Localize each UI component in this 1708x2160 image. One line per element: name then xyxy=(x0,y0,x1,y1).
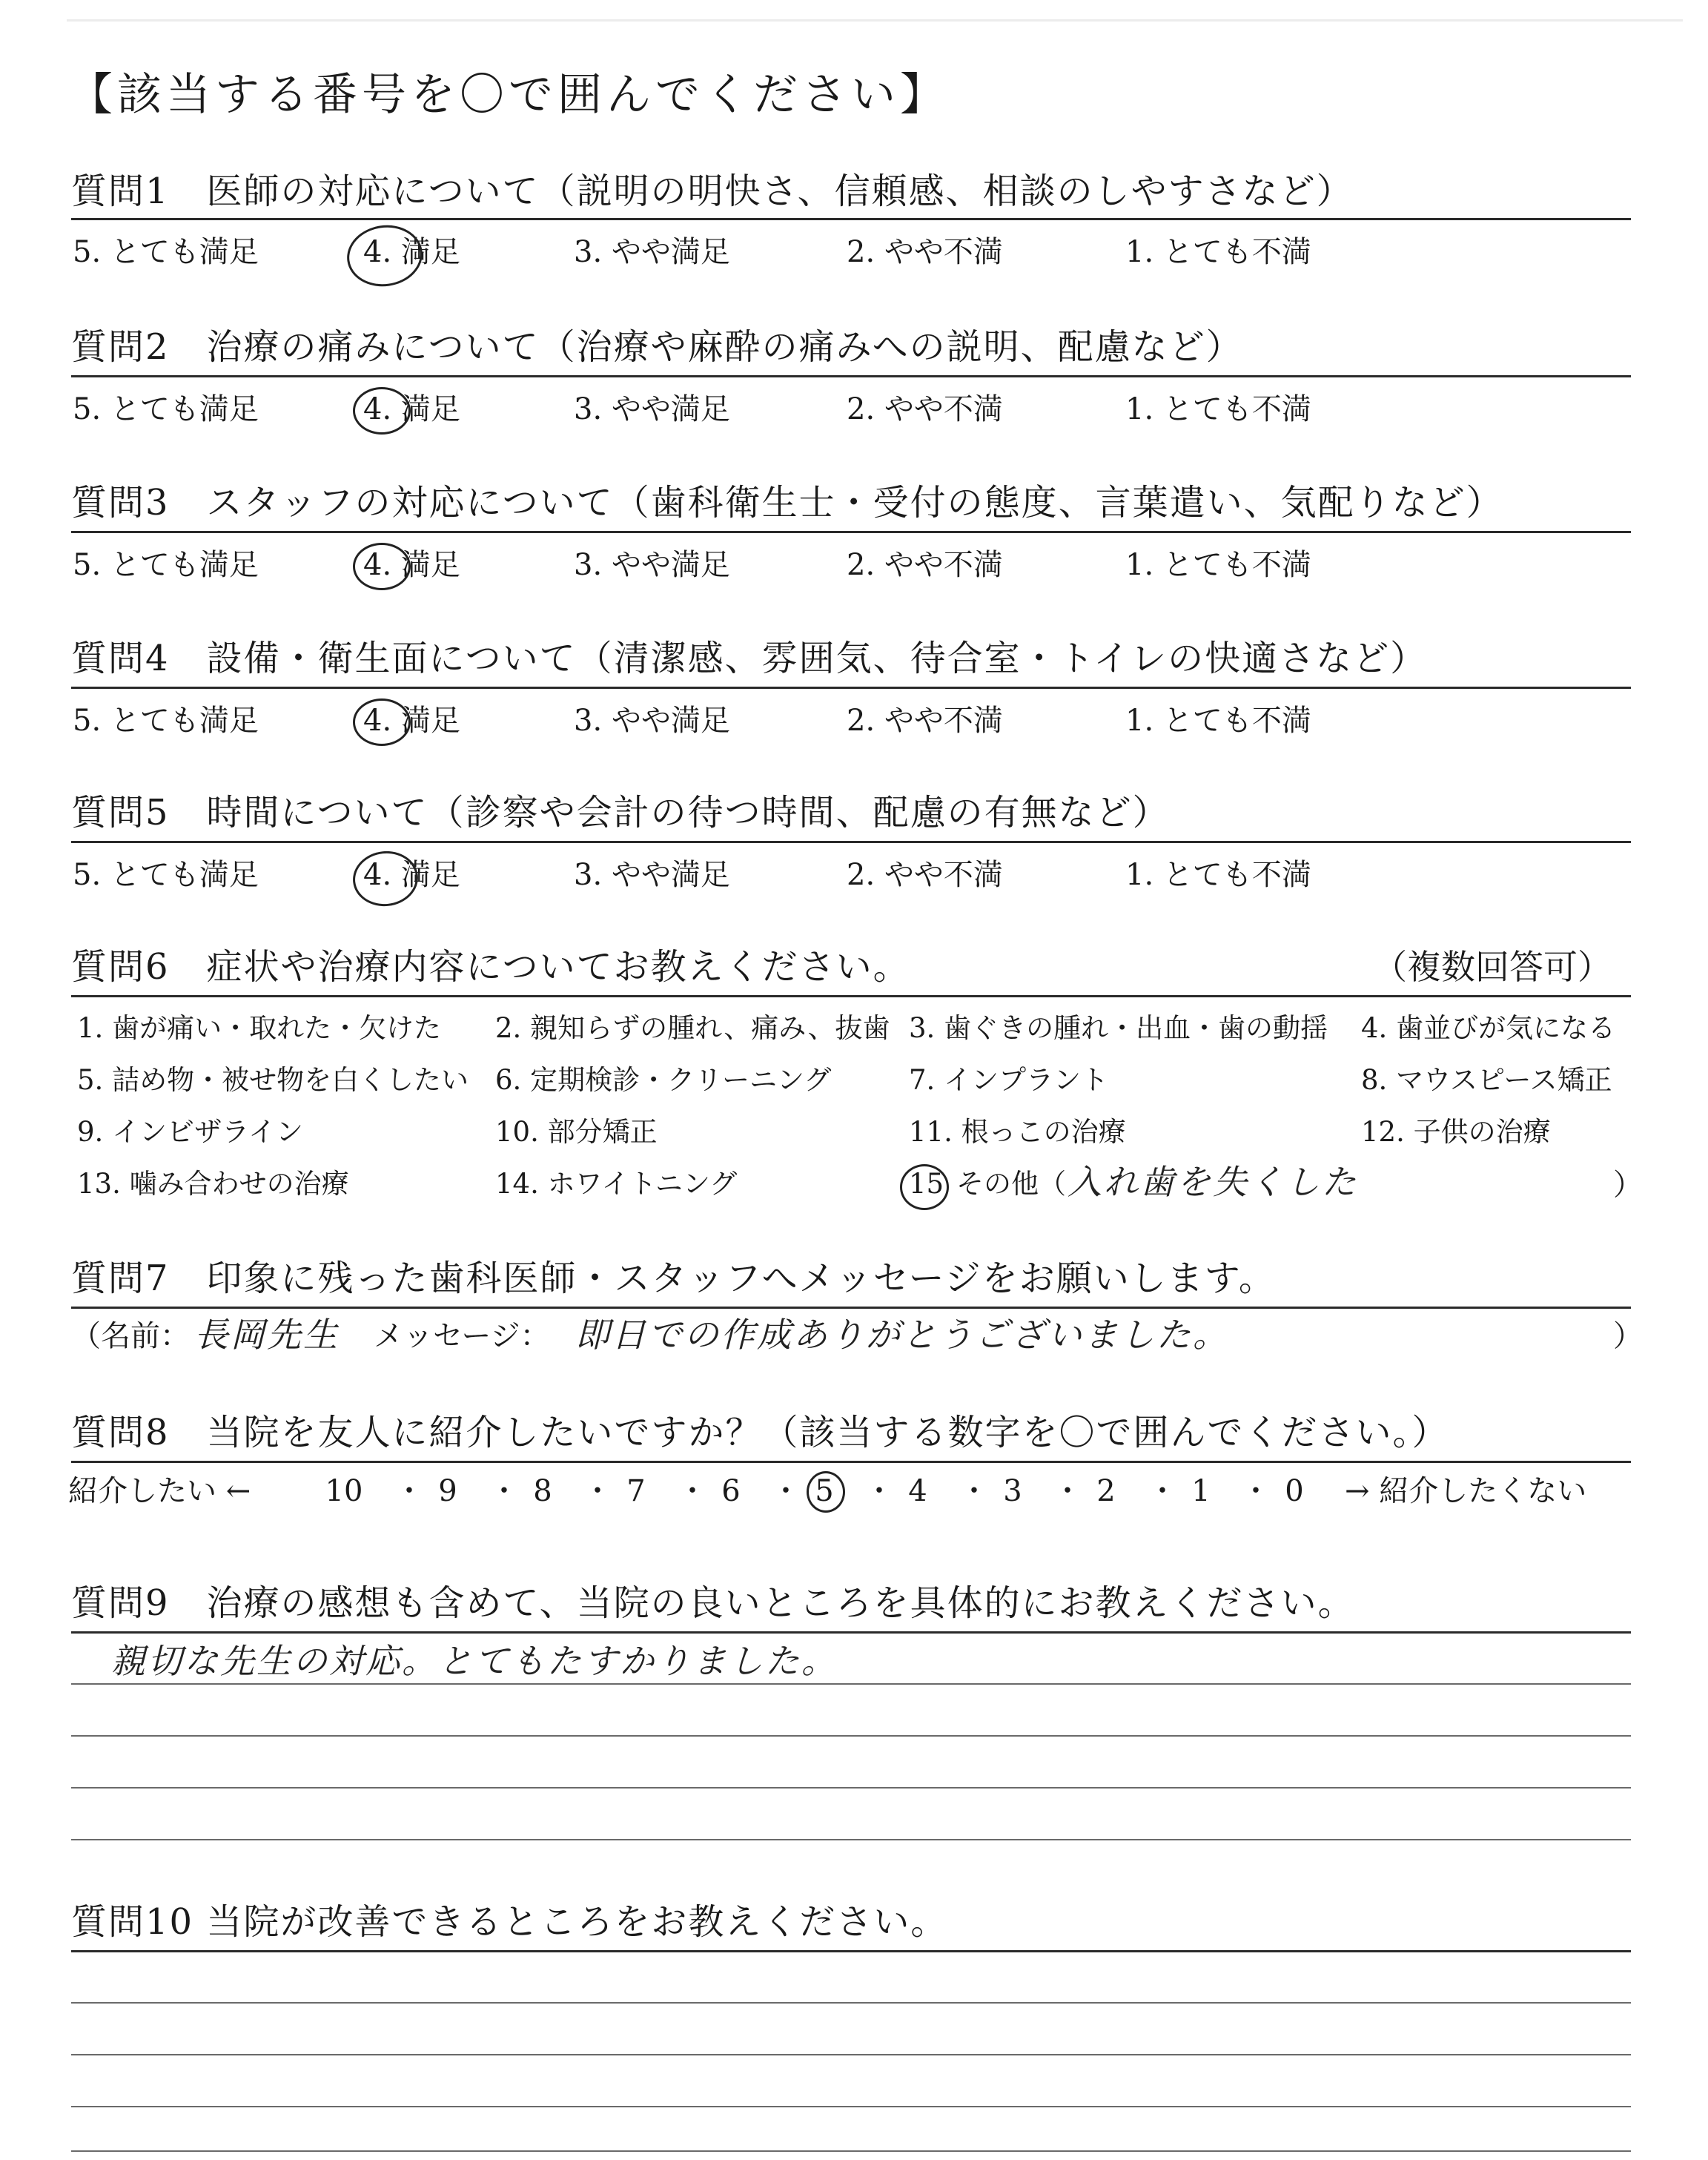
q8-scale-0[interactable]: 0 xyxy=(1285,1474,1304,1508)
q9-answer-line xyxy=(71,1683,1631,1685)
q6-option-8[interactable]: 8. マウスピース矯正 xyxy=(1361,1064,1612,1096)
q5-option-4[interactable]: 4. 満足 xyxy=(363,858,460,892)
q4-selection-circle xyxy=(353,698,411,746)
q8-separator: ・ xyxy=(1241,1474,1271,1508)
question-6-title: 質問6 症状や治療内容についてお教えください。 xyxy=(71,946,910,988)
q7-message-value[interactable]: 即日での作成ありがとうございました。 xyxy=(575,1315,1229,1355)
q6-option-7[interactable]: 7. インプラント xyxy=(909,1064,1109,1096)
q4-option-4[interactable]: 4. 満足 xyxy=(363,704,460,738)
q9-answer[interactable]: 親切な先生の対応。とてもたすかりました。 xyxy=(111,1641,838,1681)
q8-scale-3[interactable]: 3 xyxy=(1003,1474,1022,1508)
q6-option-6[interactable]: 6. 定期検診・クリーニング xyxy=(495,1064,832,1096)
question-7-rule xyxy=(71,1307,1631,1309)
question-4-rule xyxy=(71,687,1631,689)
question-8-rule xyxy=(71,1461,1631,1463)
question-3-title: 質問3 スタッフの対応について（歯科衛生士・受付の態度、言葉遣い、気配りなど） xyxy=(71,482,1503,524)
q3-option-5[interactable]: 5. とても満足 xyxy=(73,548,259,582)
q8-scale-6[interactable]: 6 xyxy=(721,1474,741,1508)
question-2-title: 質問2 治療の痛みについて（治療や麻酔の痛みへの説明、配慮など） xyxy=(71,326,1243,368)
q3-option-3[interactable]: 3. やや満足 xyxy=(574,548,730,582)
question-10-title: 質問10 当院が改善できるところをお教えください。 xyxy=(71,1901,948,1943)
q9-answer-line xyxy=(71,1735,1631,1737)
q1-option-1[interactable]: 1. とても不満 xyxy=(1125,235,1311,269)
question-5-title: 質問5 時間について（診察や会計の待つ時間、配慮の有無など） xyxy=(71,792,1170,833)
question-5-rule xyxy=(71,841,1631,843)
question-1-title: 質問1 医師の対応について（説明の明快さ、信頼感、相談のしやすさなど） xyxy=(71,171,1354,212)
q6-option-14[interactable]: 14. ホワイトニング xyxy=(495,1168,738,1200)
q6-option-5[interactable]: 5. 詰め物・被せ物を白くしたい xyxy=(77,1064,469,1096)
q9-answer-line xyxy=(71,1787,1631,1789)
question-8-title: 質問8 当院を友人に紹介したいですか？（該当する数字を〇で囲んでください。） xyxy=(71,1412,1449,1453)
question-3-rule xyxy=(71,531,1631,533)
q2-option-2[interactable]: 2. やや不満 xyxy=(847,392,1003,426)
q8-scale-2[interactable]: 2 xyxy=(1096,1474,1116,1508)
question-6-rule xyxy=(71,995,1631,997)
q6-other-answer[interactable]: 入れ歯を失くした xyxy=(1068,1162,1358,1202)
q2-option-3[interactable]: 3. やや満足 xyxy=(574,392,730,426)
q8-separator: ・ xyxy=(583,1474,612,1508)
q2-option-5[interactable]: 5. とても満足 xyxy=(73,392,259,426)
question-10-rule xyxy=(71,1950,1631,1952)
q8-separator: ・ xyxy=(489,1474,519,1508)
q6-option-9[interactable]: 9. インビザライン xyxy=(77,1116,303,1148)
q5-option-2[interactable]: 2. やや不満 xyxy=(847,858,1003,892)
q6-close-paren: ） xyxy=(1613,1168,1643,1202)
q8-separator: ・ xyxy=(864,1474,894,1508)
question-1-rule xyxy=(71,218,1631,220)
q8-scale-5[interactable]: 5 xyxy=(815,1474,834,1508)
q4-option-5[interactable]: 5. とても満足 xyxy=(73,704,259,738)
q3-option-4[interactable]: 4. 満足 xyxy=(363,548,460,582)
q8-separator: ・ xyxy=(678,1474,707,1508)
q8-separator: ・ xyxy=(1148,1474,1177,1508)
q6-option-3[interactable]: 3. 歯ぐきの腫れ・出血・歯の動揺 xyxy=(909,1012,1328,1044)
q2-option-1[interactable]: 1. とても不満 xyxy=(1125,392,1311,426)
q10-answer-line xyxy=(71,2150,1631,2152)
q6-selection-circle xyxy=(900,1164,949,1210)
q2-selection-circle xyxy=(353,387,411,435)
question-2-rule xyxy=(71,375,1631,377)
q8-separator: ・ xyxy=(1053,1474,1082,1508)
q1-option-4[interactable]: 4. 満足 xyxy=(363,235,460,269)
q4-option-1[interactable]: 1. とても不満 xyxy=(1125,704,1311,738)
q9-answer-line xyxy=(71,1839,1631,1840)
q6-option-12[interactable]: 12. 子供の治療 xyxy=(1361,1116,1551,1148)
q6-option-10[interactable]: 10. 部分矯正 xyxy=(495,1116,658,1148)
question-9-rule xyxy=(71,1631,1631,1634)
q8-separator: ・ xyxy=(394,1474,424,1508)
q6-option-4[interactable]: 4. 歯並びが気になる xyxy=(1361,1012,1616,1044)
q1-selection-circle xyxy=(343,220,426,291)
q7-message-label: メッセージ： xyxy=(374,1319,550,1353)
q5-option-1[interactable]: 1. とても不満 xyxy=(1125,858,1311,892)
question-7-title: 質問7 印象に残った歯科医師・スタッフへメッセージをお願いします。 xyxy=(71,1258,1276,1299)
q8-scale-10[interactable]: 10 xyxy=(325,1474,363,1508)
q10-answer-line xyxy=(71,2002,1631,2004)
q4-option-3[interactable]: 3. やや満足 xyxy=(574,704,730,738)
q3-option-1[interactable]: 1. とても不満 xyxy=(1125,548,1311,582)
q8-selection-circle xyxy=(807,1471,845,1513)
q5-option-5[interactable]: 5. とても満足 xyxy=(73,858,259,892)
q8-scale-8[interactable]: 8 xyxy=(533,1474,552,1508)
q6-option-13[interactable]: 13. 噛み合わせの治療 xyxy=(77,1168,349,1200)
q7-close-paren: ） xyxy=(1613,1319,1643,1353)
q3-option-2[interactable]: 2. やや不満 xyxy=(847,548,1003,582)
q7-name-value[interactable]: 長岡先生 xyxy=(194,1315,340,1355)
q8-scale-9[interactable]: 9 xyxy=(438,1474,457,1508)
q8-scale-1[interactable]: 1 xyxy=(1191,1474,1211,1508)
q10-answer-line xyxy=(71,2054,1631,2055)
q8-right-label: → 紹介したくない xyxy=(1345,1474,1587,1508)
q3-selection-circle xyxy=(353,543,411,590)
q10-answer-line xyxy=(71,2106,1631,2107)
q8-separator: ・ xyxy=(959,1474,989,1508)
q6-option-2[interactable]: 2. 親知らずの腫れ、痛み、抜歯 xyxy=(495,1012,890,1044)
q8-scale-4[interactable]: 4 xyxy=(908,1474,927,1508)
q6-option-11[interactable]: 11. 根っこの治療 xyxy=(909,1116,1126,1148)
q7-name-label: （名前： xyxy=(71,1319,190,1353)
q1-option-2[interactable]: 2. やや不満 xyxy=(847,235,1003,269)
q6-option-1[interactable]: 1. 歯が痛い・取れた・欠けた xyxy=(77,1012,442,1044)
q8-scale-7[interactable]: 7 xyxy=(626,1474,646,1508)
q6-option-15-number[interactable]: 15 xyxy=(909,1168,944,1200)
q2-option-4[interactable]: 4. 満足 xyxy=(363,392,460,426)
top-border xyxy=(67,19,1683,22)
question-9-title: 質問9 治療の感想も含めて、当院の良いところを具体的にお教えください。 xyxy=(71,1582,1355,1624)
q4-option-2[interactable]: 2. やや不満 xyxy=(847,704,1003,738)
q8-left-label: 紹介したい ← xyxy=(68,1474,251,1508)
q8-separator: ・ xyxy=(771,1474,801,1508)
form-header: 【該当する番号を〇で囲んでください】 xyxy=(68,69,949,121)
multiple-answers-note: （複数回答可） xyxy=(1373,947,1612,987)
question-4-title: 質問4 設備・衛生面について（清潔感、雰囲気、待合室・トイレの快適さなど） xyxy=(71,638,1428,679)
q1-option-3[interactable]: 3. やや満足 xyxy=(574,235,730,269)
q6-option-15-label[interactable]: その他（ xyxy=(956,1168,1066,1200)
q5-option-3[interactable]: 3. やや満足 xyxy=(574,858,730,892)
q1-option-5[interactable]: 5. とても満足 xyxy=(73,235,259,269)
